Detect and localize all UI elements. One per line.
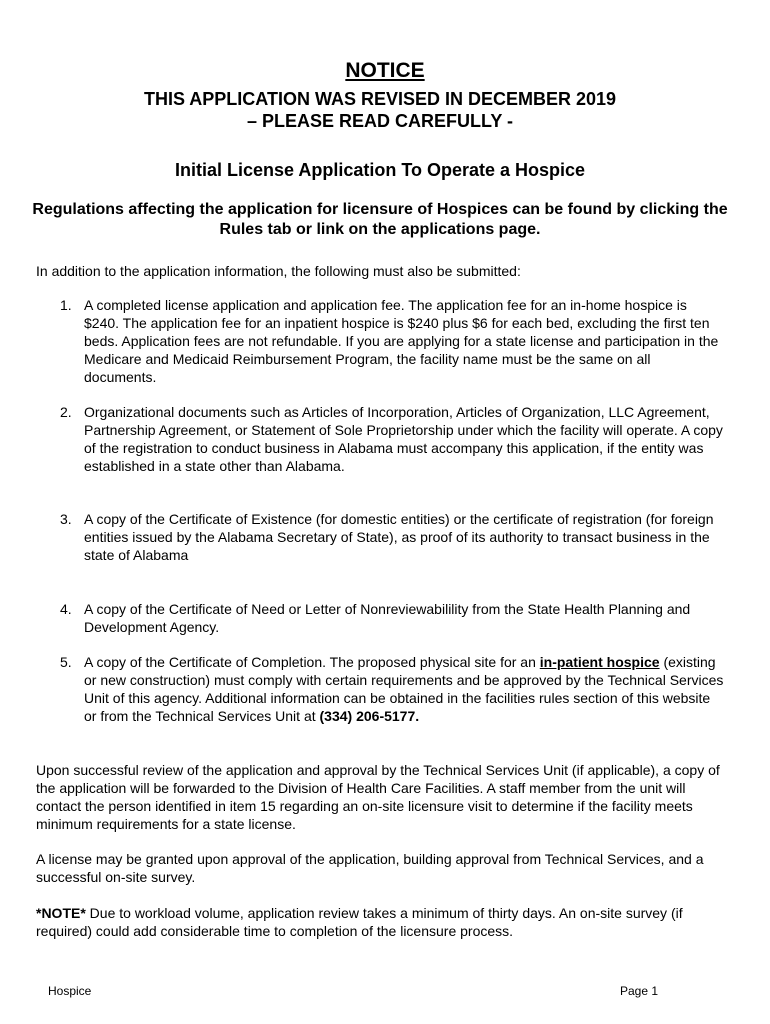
note-label: *NOTE* <box>36 905 86 921</box>
list-item-number: 1. <box>60 297 72 313</box>
note-paragraph <box>36 904 726 940</box>
list-item-text-after: (existing or new construction) must comply with certain requirements and be approved by the Technical Services Unit of this agency. Additional information can be obtained in the facilities rules section of this website or from the Technical Services Unit at <box>84 654 724 724</box>
list-item-text: A copy of the Certificate of Existence (for domestic entities) or the certificate of registration (for foreign entities issued by the Alabama Secretary of State), as proof of its authority to transact business in the state of Alabama <box>84 511 714 563</box>
footer-document-name: Hospice <box>48 984 92 998</box>
revision-line-1: THIS APPLICATION WAS REVISED IN DECEMBER 2019 <box>143 89 617 109</box>
phone-number: (334) 206-5177. <box>319 708 420 724</box>
regulations-note: Regulations affecting the application for licensure of Hospices can be found by clicking the Rules tab or link on the applications page. <box>32 201 728 238</box>
inpatient-hospice-emphasis: in-patient hospice <box>539 654 660 670</box>
license-paragraph: A license may be granted upon approval of the application, building approval from Technical Services, and a successful on-site survey. <box>36 851 704 885</box>
notice-heading: NOTICE <box>345 59 425 82</box>
revision-notice <box>0 88 760 132</box>
page-title: Initial License Application To Operate a Hospice <box>174 160 586 180</box>
revision-line-2: – PLEASE READ CAREFULLY - <box>246 111 514 131</box>
list-item-number: 2. <box>60 404 72 420</box>
intro-text: In addition to the application information, the following must also be submitted: <box>36 263 521 279</box>
review-paragraph: Upon successful review of the application and approval by the Technical Services Unit (if applicable), a copy of the application will be forwarded to the Division of Health Care Facilities. A staff member from the unit will contact the person identified in item 15 regarding an on-site licensure visit to determine if the facility meets minimum requirements for a state license. <box>36 762 720 832</box>
list-item-number: 3. <box>60 511 72 527</box>
list-item-text-before: A copy of the Certificate of Completion. The proposed physical site for an <box>84 654 540 670</box>
list-item-number: 4. <box>60 601 72 617</box>
note-text: Due to workload volume, application review takes a minimum of thirty days. An on-site survey (if required) could add considerable time to completion of the licensure process. <box>36 905 683 939</box>
list-item-text: A copy of the Certificate of Need or Letter of Nonreviewabilility from the State Health Planning and Development Agency. <box>84 601 691 635</box>
list-item-text <box>84 653 724 725</box>
list-item-text: Organizational documents such as Articles of Incorporation, Articles of Organization, LLC Agreement, Partnership Agreement, or Statement of Sole Proprietorship under which the facility will operate. A copy of the registration to conduct business in Alabama must accompany this application, if the entity was established in a state other than Alabama. <box>84 404 723 474</box>
footer-page-number: Page 1 <box>620 984 659 998</box>
list-item-text: A completed license application and application fee. The application fee for an in-home hospice is $240. The application fee for an inpatient hospice is $240 plus $6 for each bed, excluding the first ten beds. Application fees are not refundable. If you are applying for a state license and participation in the Medicare and Medicaid Reimbursement Program, the facility name must be the same on all documents. <box>84 297 719 385</box>
list-item-number: 5. <box>60 654 72 670</box>
